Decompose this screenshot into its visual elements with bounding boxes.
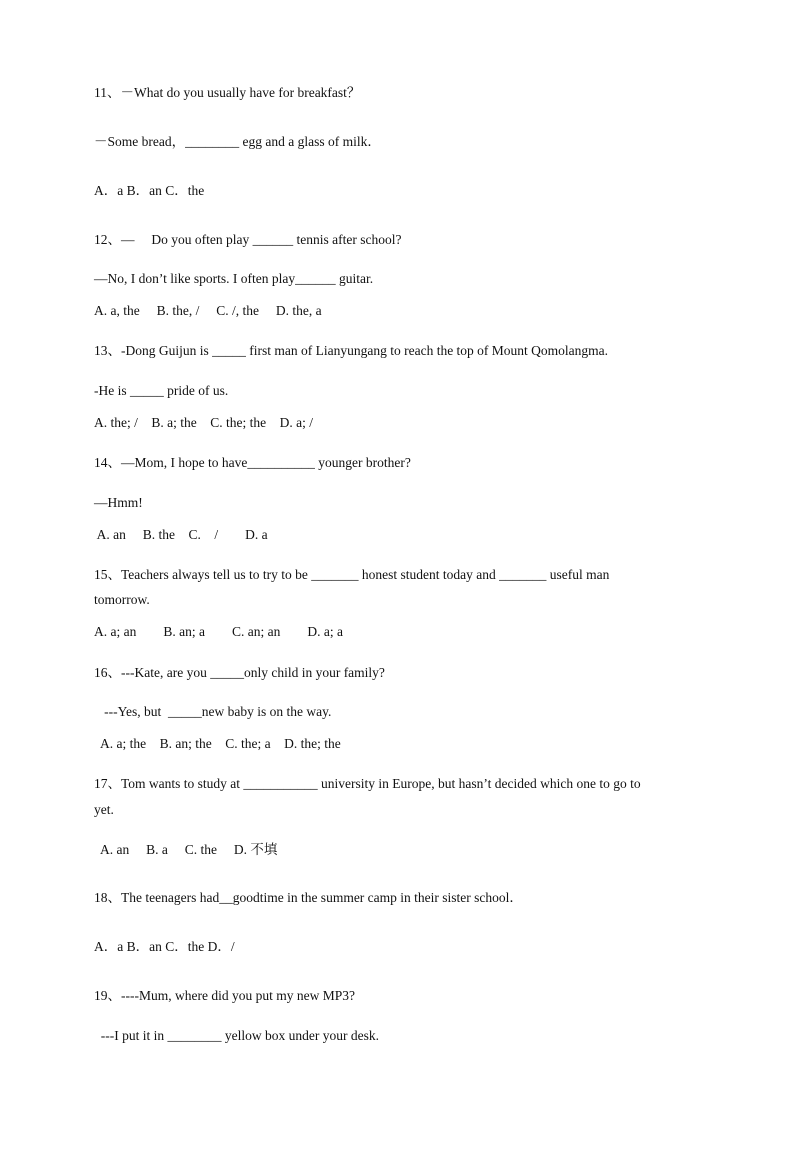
question-13-response: -He is _____ pride of us. <box>94 383 229 398</box>
question-12-options: A. a, the B. the, / C. /, the D. the, a <box>94 303 322 318</box>
question-15-continued: tomorrow. <box>94 592 150 607</box>
question-16-response: ---Yes, but _____new baby is on the way. <box>94 704 332 719</box>
question-15: 15、Teachers always tell us to try to be _______ honest student today and _______ useful man <box>94 567 610 582</box>
question-17: 17、Tom wants to study at ___________ university in Europe, but hasn’t decided which one to go to <box>94 776 641 791</box>
question-11-response: －Some bread，________ egg and a glass of milk． <box>94 134 381 149</box>
question-16-options: A. a; the B. an; the C. the; a D. the; the <box>94 736 341 751</box>
question-13: 13、-Dong Guijun is _____ first man of Lianyungang to reach the top of Mount Qomolangma. <box>94 343 609 358</box>
question-12: 12、— Do you often play ______ tennis after school? <box>94 232 402 247</box>
question-19-response: ---I put it in ________ yellow box under your desk. <box>94 1028 379 1043</box>
question-14: 14、—Mom, I hope to have__________ younger brother? <box>94 455 411 470</box>
question-11: 11、－What do you usually have for breakfast？ <box>94 85 361 100</box>
question-14-options: A. an B. the C. / D. a <box>94 527 268 542</box>
question-17-options: A. an B. a C. the D. 不填 <box>94 842 278 857</box>
question-18: 18、The teenagers had__goodtime in the summer camp in their sister school． <box>94 890 523 905</box>
question-18-options: A．a B．an C．the D．/ <box>94 939 235 954</box>
question-15-options: A. a; an B. an; a C. an; an D. a; a <box>94 624 343 639</box>
question-14-response: —Hmm! <box>94 495 143 510</box>
question-16: 16、---Kate, are you _____only child in your family? <box>94 665 385 680</box>
question-12-response: —No, I don’t like sports. I often play______ guitar. <box>94 271 374 286</box>
question-13-options: A. the; / B. a; the C. the; the D. a; / <box>94 415 313 430</box>
question-19: 19、----Mum, where did you put my new MP3? <box>94 988 355 1003</box>
question-11-options: A．a B．an C．the <box>94 183 205 198</box>
question-17-continued: yet. <box>94 802 114 817</box>
